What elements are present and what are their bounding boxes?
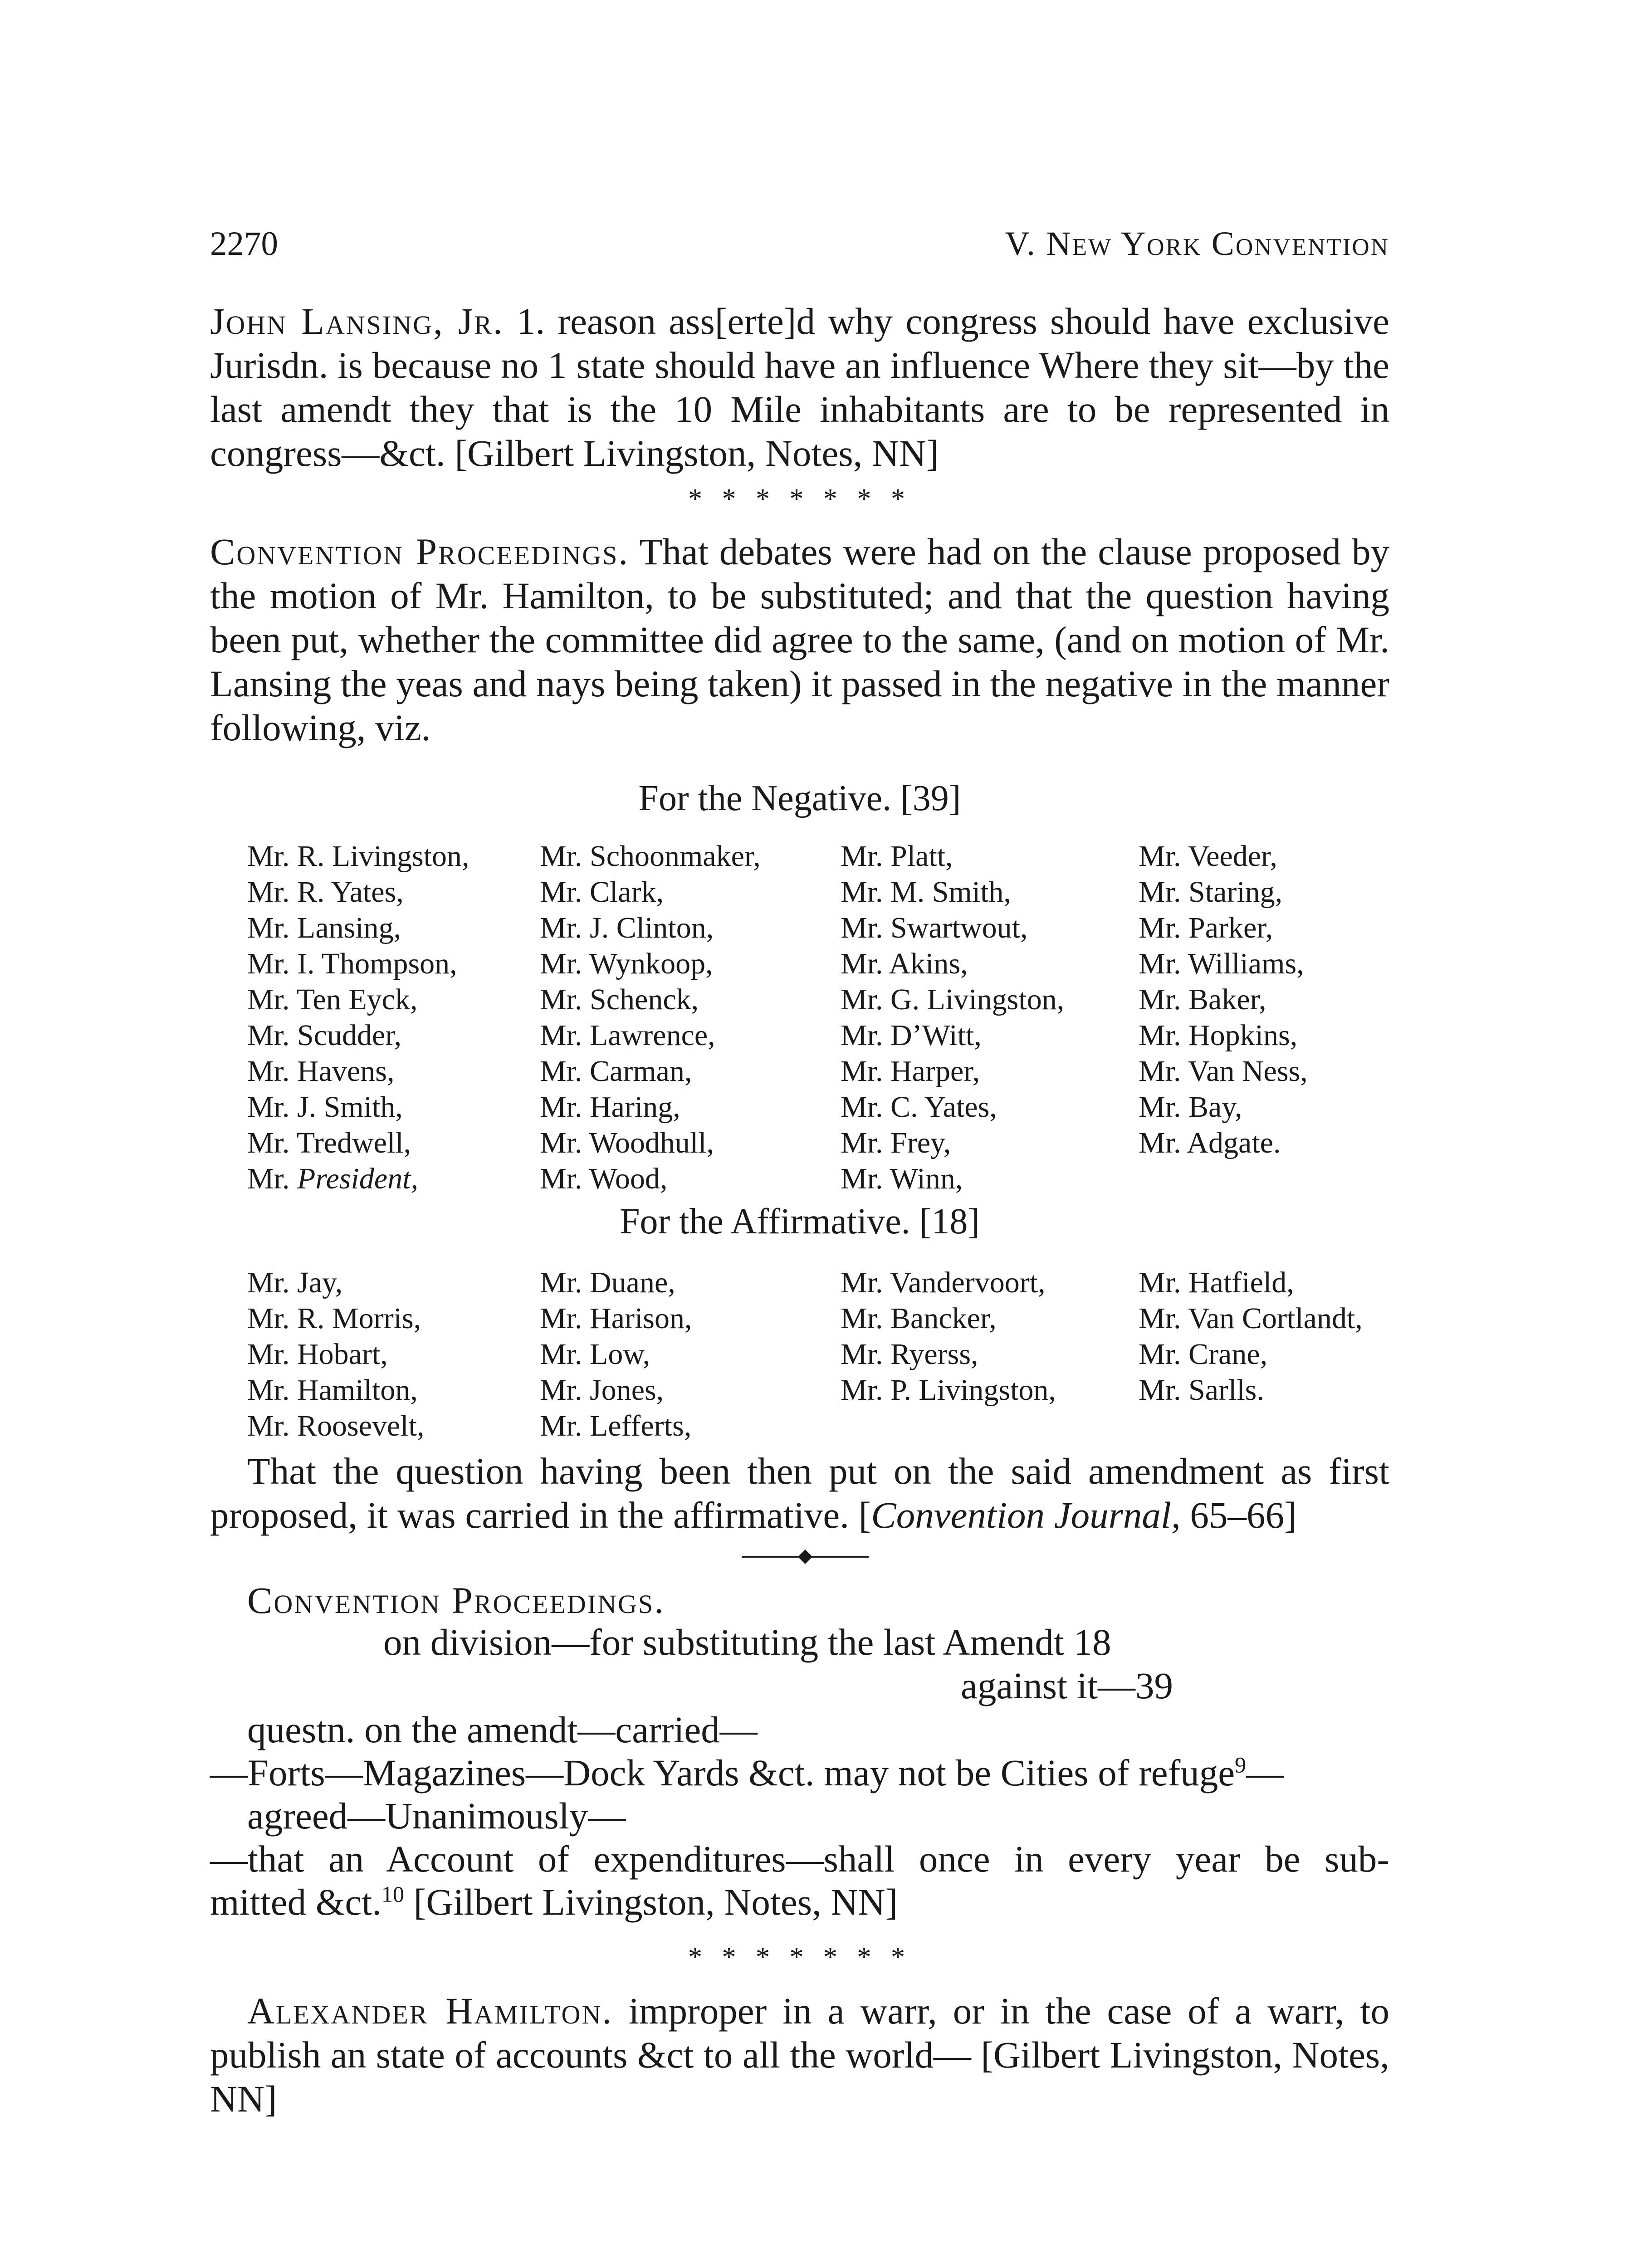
voter-name: Mr. Williams, <box>1139 947 1304 980</box>
voter-name: Mr. Crane, <box>1139 1338 1268 1371</box>
result-paragraph <box>210 1449 1389 1537</box>
section-label: Convention Proceedings. <box>247 1579 665 1621</box>
vote-column <box>247 838 469 1197</box>
voter-name: Mr. P. Livingston, <box>841 1374 1056 1407</box>
source-pages: 65–66] <box>1180 1494 1297 1536</box>
paragraph-text: 1. reason ass[erte]d why congress should have exclusive Jurisdn. is because no 1 state should have an influence Where they sit—by the last amendt they that is the 10 Mile inhabitants are to be represented in congress—&ct. [Gilbert Livingston, Notes, NN] <box>210 300 1389 474</box>
voter-name: Mr. R. Livingston, <box>247 840 469 873</box>
voter-name: Mr. Akins, <box>841 947 968 980</box>
voter-name: Mr. Wynkoop, <box>540 947 713 980</box>
note-line: on division—for substituting the last Amendt 18 <box>383 1621 1111 1663</box>
note-line: agreed—Unanimously— <box>247 1795 626 1837</box>
page-number: 2270 <box>210 225 278 263</box>
voter-name: Mr. Adgate. <box>1139 1126 1281 1159</box>
voter-name: Mr. Roosevelt, <box>247 1409 425 1442</box>
voter-name: Mr. Staring, <box>1139 875 1283 909</box>
voter-name: Mr. R. Yates, <box>247 875 404 909</box>
voter-name: Mr. J. Smith, <box>247 1090 403 1124</box>
voter-name: Mr. R. Morris, <box>247 1302 421 1335</box>
footnote-marker: 10 <box>381 1881 405 1907</box>
voter-name: Mr. M. Smith, <box>841 875 1011 909</box>
voter-name: Mr. Carman, <box>540 1055 692 1088</box>
voter-name: Mr. Parker, <box>1139 911 1273 944</box>
diamond-icon <box>798 1549 812 1564</box>
voter-name: Mr. President, <box>247 1162 419 1195</box>
voter-name: Mr. Veeder, <box>1139 840 1277 873</box>
voter-name: Mr. Clark, <box>540 875 664 909</box>
president-title: President, <box>297 1162 419 1195</box>
negative-heading: For the Negative. [39] <box>638 778 961 818</box>
voter-name: Mr. J. Clinton, <box>540 911 714 944</box>
speaker-name: John Lansing, Jr. <box>210 300 504 342</box>
affirmative-heading: For the Affirmative. [18] <box>620 1202 980 1242</box>
lansing-paragraph <box>210 299 1389 475</box>
voter-name: Mr. Sarlls. <box>1139 1374 1264 1407</box>
vote-column <box>540 1265 692 1444</box>
running-title: V. New York Convention <box>1005 225 1389 263</box>
voter-name: Mr. Bancker, <box>841 1302 997 1335</box>
vote-column <box>841 1265 1056 1408</box>
paragraph-text: improper in a warr, or in the case of a warr, to publish an state of accounts &ct to all the world— [Gilbert Livingston, Notes, NN] <box>210 1990 1389 2120</box>
voter-name: Mr. Van Ness, <box>1139 1055 1308 1088</box>
note-line: questn. on the amendt—carried— <box>247 1709 758 1750</box>
voter-name: Mr. Ten Eyck, <box>247 983 418 1016</box>
paragraph-text: That debates were had on the clause proposed by the motion of Mr. Hamilton, to be substituted; and that the question having been put, whether the committee did agree to the same, (and on motion of Mr. Lansing the yeas and nays being taken) it passed in the negative in the manner following, viz. <box>210 531 1389 748</box>
voter-name: Mr. Hopkins, <box>1139 1019 1298 1052</box>
voter-name: Mr. G. Livingston, <box>841 983 1065 1016</box>
voter-name: Mr. I. Thompson, <box>247 947 457 980</box>
voter-name: Mr. Platt, <box>841 840 953 873</box>
section-label: Convention Proceedings. <box>210 531 630 572</box>
voter-name: Mr. D’Witt, <box>841 1019 982 1052</box>
paragraph-text: That the question having been then put on the said amendment as first proposed, it was carried in the affirmative. [ <box>210 1450 1389 1536</box>
voter-name: Mr. Jones, <box>540 1374 664 1407</box>
source-title: Convention Journal, <box>871 1494 1181 1536</box>
voter-name: Mr. Schoonmaker, <box>540 840 761 873</box>
speaker-name: Alexander Hamilton. <box>247 1990 613 2032</box>
voter-name: Mr. Lansing, <box>247 911 401 944</box>
voter-name: Mr. Swartwout, <box>841 911 1028 944</box>
voter-name: Mr. Bay, <box>1139 1090 1242 1124</box>
voter-name: Mr. Van Cortlandt, <box>1139 1302 1363 1335</box>
hamilton-paragraph <box>210 1989 1389 2121</box>
voter-name: Mr. Jay, <box>247 1266 343 1299</box>
voter-name: Mr. Schenck, <box>540 983 699 1016</box>
voter-name: Mr. Scudder, <box>247 1019 402 1052</box>
voter-name: Mr. C. Yates, <box>841 1090 997 1124</box>
note-line: against it—39 <box>961 1665 1173 1706</box>
note-line: —Forts—Magazines—Dock Yards &ct. may not be Cities of refuge$^9$— <box>210 1752 1284 1794</box>
section-separator: * * * * * * * <box>688 484 911 514</box>
voter-name: Mr. Frey, <box>841 1126 951 1159</box>
vote-column <box>1139 1265 1363 1408</box>
vote-column <box>247 1265 425 1444</box>
voter-name: Mr. Ryerss, <box>841 1338 978 1371</box>
voter-name: Mr. Hamilton, <box>247 1374 418 1407</box>
voter-name: Mr. Winn, <box>841 1162 963 1195</box>
footnote-marker: 9 <box>1235 1752 1247 1778</box>
voter-name: Mr. Harison, <box>540 1302 692 1335</box>
voter-name: Mr. Low, <box>540 1338 650 1371</box>
vote-column <box>1139 838 1308 1161</box>
voter-name: Mr. Tredwell, <box>247 1126 411 1159</box>
section-separator: * * * * * * * <box>688 1942 911 1973</box>
note-line: mitted &ct.$^{10}$ [Gilbert Livingston, Notes, NN] <box>210 1881 898 1923</box>
diamond-rule-ornament <box>742 1548 869 1566</box>
voter-name: Mr. Haring, <box>540 1090 680 1124</box>
vote-column <box>841 838 1064 1197</box>
vote-column <box>540 838 761 1197</box>
voter-name: Mr. Vandervoort, <box>841 1266 1046 1299</box>
voter-name: Mr. Havens, <box>247 1055 395 1088</box>
voter-name: Mr. Lawrence, <box>540 1019 715 1052</box>
voter-name: Mr. Baker, <box>1139 983 1266 1016</box>
proceedings-paragraph <box>210 530 1389 750</box>
voter-name: Mr. Hobart, <box>247 1338 388 1371</box>
voter-name: Mr. Harper, <box>841 1055 980 1088</box>
note-line: —that an Account of expenditures—shall once in every year be sub- <box>210 1838 1389 1880</box>
voter-name: Mr. Wood, <box>540 1162 668 1195</box>
voter-name: Mr. Hatfield, <box>1139 1266 1294 1299</box>
voter-name: Mr. Lefferts, <box>540 1409 692 1442</box>
voter-name: Mr. Woodhull, <box>540 1126 714 1159</box>
voter-name: Mr. Duane, <box>540 1266 675 1299</box>
